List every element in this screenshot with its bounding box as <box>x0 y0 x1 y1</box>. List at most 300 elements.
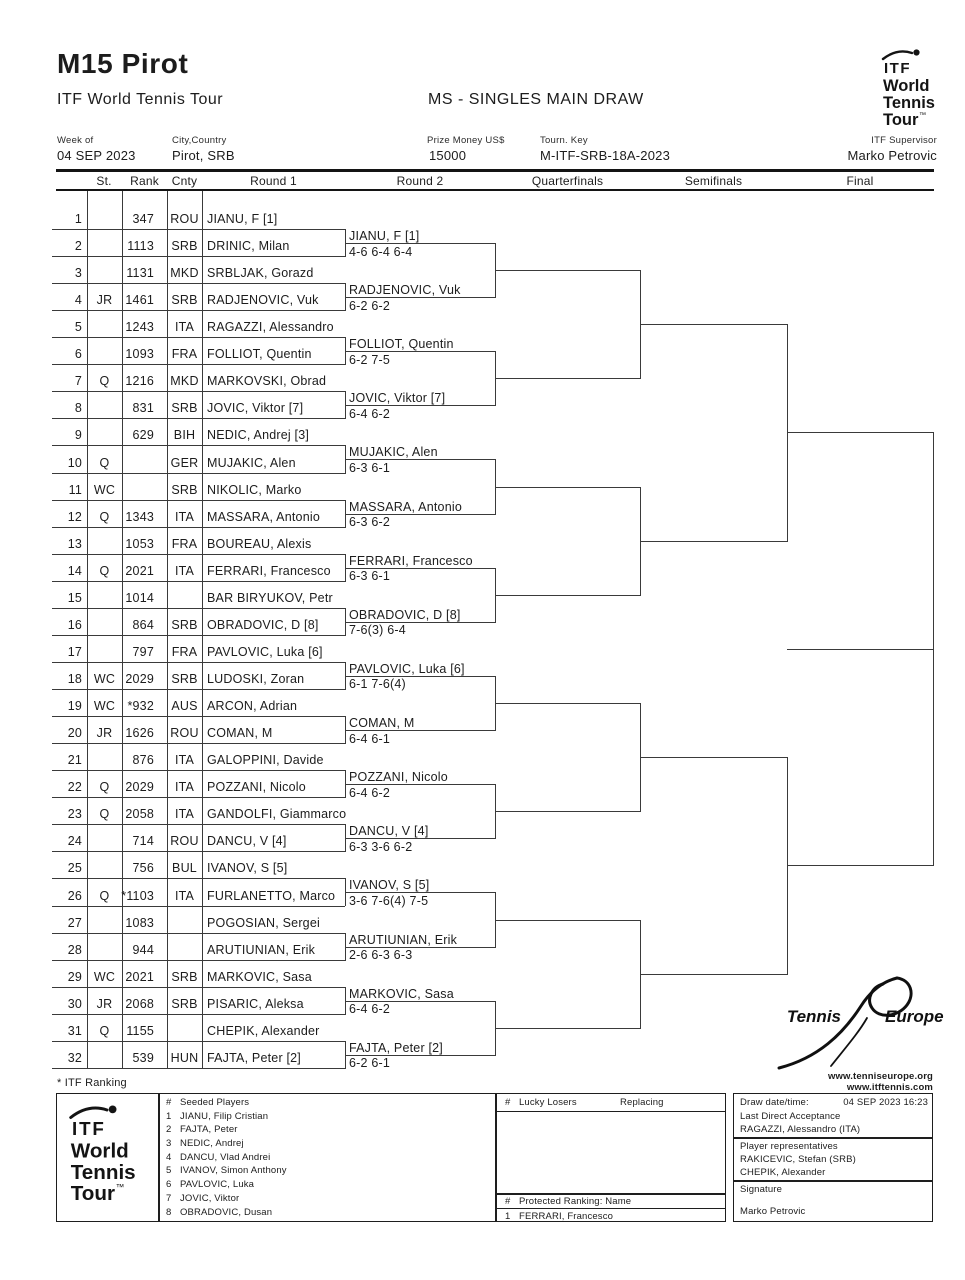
seed-name: FAJTA, Peter <box>180 1124 238 1136</box>
itf-logo-tm: ™ <box>919 112 926 119</box>
col-header-st: St. <box>96 174 112 188</box>
itf-logo-word3: Tour <box>883 111 919 129</box>
tournament-title: M15 Pirot <box>57 48 189 79</box>
bracket-line <box>345 297 495 298</box>
entry-country: FRA <box>171 536 198 551</box>
entry-country: ITA <box>174 509 195 524</box>
entry-country: ROU <box>170 726 199 741</box>
entry-country: ITA <box>174 320 195 335</box>
bracket-line <box>495 487 640 488</box>
round1-player-name: NEDIC, Andrej [3] <box>207 428 310 443</box>
round2-winner-name: DANCU, V [4] <box>349 824 429 839</box>
entry-country: MKD <box>170 374 199 389</box>
tennis-europe-logo <box>773 972 953 1077</box>
round1-player-name: JIANU, F [1] <box>207 212 278 226</box>
draw-position: 26 <box>67 888 82 903</box>
supervisor-value: Marko Petrovic <box>847 148 937 163</box>
bracket-line <box>933 432 934 866</box>
round2-winner-name: FERRARI, Francesco <box>349 553 473 568</box>
protected-entry-number: 1 <box>505 1211 511 1222</box>
seed-name: JOVIC, Viktor <box>180 1192 240 1204</box>
bracket-line <box>52 581 345 582</box>
bracket-line <box>787 432 933 433</box>
entry-country: SRB <box>171 969 198 984</box>
bracket-line <box>52 608 345 609</box>
draw-position: 3 <box>74 266 82 281</box>
bracket-line <box>345 730 495 731</box>
entry-rank: 1626 <box>125 726 154 741</box>
itf-logo-tm: ™ <box>115 1182 125 1192</box>
seeded-header-hash: # <box>166 1097 172 1108</box>
entry-rank: 1014 <box>125 590 154 605</box>
seed-name: PAVLOVIC, Luka <box>180 1179 255 1191</box>
round1-match-score: 6-1 7-6(4) <box>349 677 406 692</box>
tourn-key-label: Tourn. Key <box>540 135 588 146</box>
bracket-line <box>640 324 787 325</box>
bracket-line <box>52 743 345 744</box>
round1-player-name: FURLANETTO, Marco <box>207 888 336 903</box>
itf-footer-logo-graphic <box>62 1101 157 1209</box>
round2-winner-name: FAJTA, Peter [2] <box>349 1040 443 1055</box>
week-of-value: 04 SEP 2023 <box>57 148 136 163</box>
entry-rank: 2068 <box>125 996 154 1011</box>
lucky-losers-replacing-label: Replacing <box>620 1097 664 1108</box>
round1-player-name: PISARIC, Aleksa <box>207 996 304 1011</box>
round2-winner-name: MARKOVIC, Sasa <box>349 986 454 1001</box>
draw-position: 6 <box>74 347 82 362</box>
tennis-europe-logo-graphic <box>773 972 953 1072</box>
draw-title: MS - SINGLES MAIN DRAW <box>428 91 644 108</box>
round1-match-score: 6-3 6-1 <box>349 460 391 475</box>
bracket-line <box>52 851 345 852</box>
bracket-line <box>495 1028 640 1029</box>
entry-country: ROU <box>170 834 199 849</box>
entry-rank: 539 <box>132 1050 154 1065</box>
draw-datetime-label: Draw date/time: <box>740 1097 809 1108</box>
draw-position: 5 <box>74 320 82 335</box>
entry-rank: 831 <box>132 401 154 416</box>
seeded-players-header <box>166 1097 287 1111</box>
round2-winner-name: ARUTIUNIAN, Erik <box>349 932 458 947</box>
draw-position: 14 <box>67 563 82 578</box>
round1-player-name: CHEPIK, Alexander <box>207 1023 320 1038</box>
entry-rank: 1083 <box>125 915 154 930</box>
signature-label: Signature <box>740 1184 783 1195</box>
protected-ranking-entry <box>505 1211 613 1225</box>
round1-player-name: BOUREAU, Alexis <box>207 536 312 551</box>
draw-position: 13 <box>67 536 82 551</box>
entry-status: JR <box>96 726 113 741</box>
seed-name: OBRADOVIC, Dusan <box>180 1206 273 1218</box>
bracket-line <box>52 987 345 988</box>
entry-rank: 2029 <box>125 780 154 795</box>
tennis-europe-website-link: www.tenniseurope.org <box>827 1071 933 1082</box>
protected-ranking-rule-top <box>496 1193 726 1195</box>
itf-logo-abbr: ITF <box>884 60 911 77</box>
round1-match-score: 6-3 6-2 <box>349 515 391 530</box>
entry-country: SRB <box>171 401 198 416</box>
round1-player-name: JOVIC, Viktor [7] <box>207 401 304 416</box>
draw-position: 22 <box>67 780 82 795</box>
draw-position: 12 <box>67 509 82 524</box>
draw-position: 8 <box>74 401 82 416</box>
entry-country: FRA <box>171 347 198 362</box>
round1-player-name: MASSARA, Antonio <box>207 509 320 524</box>
bracket-line <box>52 1068 345 1069</box>
round1-match-score: 6-3 6-1 <box>349 569 391 584</box>
seed-number: 5 <box>166 1165 172 1177</box>
round1-player-name: ARCON, Adrian <box>207 699 298 714</box>
bracket-line <box>52 635 345 636</box>
round1-player-name: GALOPPINI, Davide <box>207 753 324 768</box>
entry-rank: *1103 <box>121 888 154 903</box>
entry-status: WC <box>93 969 116 984</box>
signature-name: Marko Petrovic <box>740 1206 806 1217</box>
bracket-line <box>52 878 345 879</box>
bracket-line <box>52 256 345 257</box>
bracket-line <box>495 378 640 379</box>
lucky-losers-header-rule <box>496 1111 726 1112</box>
round1-player-name: COMAN, M <box>207 726 273 741</box>
round1-player-name: RAGAZZI, Alessandro <box>207 320 334 335</box>
bracket-line <box>787 649 933 650</box>
col-header-rank: Rank <box>130 174 159 188</box>
entry-country: ITA <box>174 753 195 768</box>
player-rep-name: CHEPIK, Alexander <box>740 1167 826 1178</box>
draw-position: 27 <box>67 915 82 930</box>
entry-rank: 629 <box>132 428 154 443</box>
col-header-final: Final <box>846 174 874 188</box>
protected-ranking-title: Protected Ranking: Name <box>519 1196 632 1207</box>
entry-status: Q <box>99 455 110 470</box>
entry-country: SRB <box>171 482 198 497</box>
city-value: Pirot, SRB <box>172 148 235 163</box>
draw-position: 11 <box>68 482 82 497</box>
round1-match-score: 6-4 6-2 <box>349 406 391 421</box>
entry-status: WC <box>93 482 116 497</box>
round2-winner-name: COMAN, M <box>349 716 415 731</box>
seeded-player-row <box>166 1193 287 1207</box>
draw-position: 2 <box>74 239 82 254</box>
round2-winner-name: RADJENOVIC, Vuk <box>349 283 461 298</box>
draw-position: 31 <box>67 1023 82 1038</box>
round1-player-name: IVANOV, S [5] <box>207 861 288 876</box>
itf-logo-word3: Tour <box>70 1182 116 1205</box>
entry-country: ROU <box>170 212 199 226</box>
entry-status: Q <box>99 563 110 578</box>
entry-country: ITA <box>174 563 195 578</box>
itf-logo-abbr: ITF <box>72 1118 106 1139</box>
supervisor-label: ITF Supervisor <box>871 135 937 146</box>
entry-status: Q <box>99 509 110 524</box>
round1-match-score: 6-2 6-1 <box>349 1056 391 1071</box>
entry-country: GER <box>170 455 199 470</box>
draw-position: 30 <box>67 996 82 1011</box>
round1-player-name: POZZANI, Nicolo <box>207 780 306 795</box>
draw-position: 29 <box>67 969 82 984</box>
bracket-line <box>52 960 345 961</box>
bracket-line <box>52 662 345 663</box>
round1-match-score: 6-3 3-6 6-2 <box>349 839 413 854</box>
entry-rank: 864 <box>132 617 154 632</box>
entry-rank: 1461 <box>125 293 154 308</box>
tennis-europe-word2: Europe <box>885 1007 944 1026</box>
round1-player-name: OBRADOVIC, D [8] <box>207 617 319 632</box>
bracket-line <box>52 337 345 338</box>
draw-position: 15 <box>67 590 82 605</box>
entry-rank: 1343 <box>125 509 154 524</box>
itf-logo-word2: Tennis <box>70 1160 136 1184</box>
draw-position: 4 <box>74 293 82 308</box>
entry-status: Q <box>99 807 110 822</box>
last-direct-acceptance-value: RAGAZZI, Alessandro (ITA) <box>740 1124 861 1135</box>
tourn-key-value: M-ITF-SRB-18A-2023 <box>540 148 671 163</box>
entry-status: JR <box>96 293 113 308</box>
seeded-players-list <box>166 1097 287 1220</box>
round1-player-name: RADJENOVIC, Vuk <box>207 293 319 308</box>
entry-rank: 1093 <box>125 347 154 362</box>
entry-status: WC <box>93 699 116 714</box>
draw-position: 24 <box>67 834 82 849</box>
entry-rank: 1113 <box>127 239 154 254</box>
bracket-line <box>52 1041 345 1042</box>
entry-country: ITA <box>174 888 195 903</box>
protected-ranking-rule-bottom <box>496 1208 726 1209</box>
itf-logo-word1: World <box>883 77 930 95</box>
entry-rank: 1053 <box>125 536 154 551</box>
round2-winner-name: POZZANI, Nicolo <box>349 770 448 785</box>
protected-ranking-hash: # <box>505 1196 511 1207</box>
entry-rank: 2021 <box>125 563 154 578</box>
draw-position: 10 <box>67 455 82 470</box>
seeded-header-title: Seeded Players <box>180 1097 250 1108</box>
round1-player-name: MARKOVIC, Sasa <box>207 969 312 984</box>
entry-rank: *932 <box>127 699 154 714</box>
entry-rank: 347 <box>132 212 154 226</box>
round2-winner-name: JIANU, F [1] <box>349 229 420 243</box>
bracket-line <box>52 283 345 284</box>
bracket-line <box>52 500 345 501</box>
round1-match-score: 3-6 7-6(4) 7-5 <box>349 893 429 908</box>
last-direct-acceptance-label: Last Direct Acceptance <box>740 1111 841 1122</box>
round1-player-name: POGOSIAN, Sergei <box>207 915 320 930</box>
player-rep-name: RAKICEVIC, Stefan (SRB) <box>740 1154 856 1165</box>
seeded-player-row <box>166 1152 287 1166</box>
round2-winner-name: IVANOV, S [5] <box>349 878 430 893</box>
draw-position: 23 <box>67 807 82 822</box>
round1-player-name: BAR BIRYUKOV, Petr <box>207 590 333 605</box>
round1-player-name: FOLLIOT, Quentin <box>207 347 312 362</box>
seed-name: DANCU, Vlad Andrei <box>180 1151 271 1163</box>
round1-match-score: 2-6 6-3 6-3 <box>349 948 413 963</box>
bracket-line <box>52 310 345 311</box>
draw-position: 28 <box>67 942 82 957</box>
entry-rank: 876 <box>132 753 154 768</box>
round1-match-score: 7-6(3) 6-4 <box>349 623 406 638</box>
round1-player-name: LUDOSKI, Zoran <box>207 672 305 687</box>
entry-country: FRA <box>171 644 198 659</box>
seeded-player-row <box>166 1138 287 1152</box>
signature-rule <box>733 1180 933 1182</box>
round1-match-score: 6-2 6-2 <box>349 298 391 313</box>
entry-status: Q <box>99 888 110 903</box>
seed-number: 4 <box>166 1151 172 1163</box>
entry-country: SRB <box>171 672 198 687</box>
entry-status: Q <box>99 374 110 389</box>
entry-country: ITA <box>174 780 195 795</box>
round1-player-name: GANDOLFI, Giammarco <box>207 807 347 822</box>
seeded-player-row <box>166 1165 287 1179</box>
draw-datetime-value: 04 SEP 2023 16:23 <box>843 1097 928 1108</box>
draw-position: 9 <box>74 428 82 443</box>
bracket-line <box>495 703 640 704</box>
entry-country: SRB <box>171 293 198 308</box>
bracket-line <box>52 364 345 365</box>
entry-country: SRB <box>171 239 198 254</box>
draw-position: 25 <box>67 861 82 876</box>
bracket-line <box>52 554 345 555</box>
seeded-player-row <box>166 1124 287 1138</box>
draw-datetime-row <box>740 1097 928 1111</box>
round1-player-name: NIKOLIC, Marko <box>207 482 302 497</box>
bracket-line <box>495 811 640 812</box>
bracket-line <box>52 689 345 690</box>
protected-entry-name: FERRARI, Francesco <box>519 1211 614 1222</box>
player-reps-rule-top <box>733 1137 933 1139</box>
bracket-line <box>495 595 640 596</box>
entry-rank: 2058 <box>125 807 154 822</box>
seed-number: 7 <box>166 1192 172 1204</box>
prize-value: 15000 <box>429 148 467 163</box>
draw-position: 20 <box>67 726 82 741</box>
itf-logo-word1: World <box>70 1139 129 1163</box>
col-header-quarterfinals: Quarterfinals <box>531 174 604 188</box>
seed-number: 6 <box>166 1179 172 1191</box>
entry-rank: 2021 <box>125 969 154 984</box>
lucky-losers-header <box>505 1097 577 1111</box>
bracket-line <box>52 797 345 798</box>
city-label: City,Country <box>172 135 227 146</box>
entry-rank: 714 <box>132 834 154 849</box>
entry-country: BUL <box>172 861 197 876</box>
entry-rank: 1243 <box>125 320 154 335</box>
bracket-line <box>495 270 640 271</box>
tour-name: ITF World Tennis Tour <box>57 91 224 108</box>
round1-player-name: PAVLOVIC, Luka [6] <box>207 644 323 659</box>
round1-player-name: SRBLJAK, Gorazd <box>207 266 314 281</box>
draw-position: 32 <box>67 1050 82 1065</box>
round1-match-score: 6-2 7-5 <box>349 352 391 367</box>
entry-country: MKD <box>170 266 199 281</box>
entry-rank: 1216 <box>125 374 154 389</box>
round2-winner-name: PAVLOVIC, Luka [6] <box>349 661 465 676</box>
seed-name: JIANU, Filip Cristian <box>180 1110 269 1122</box>
seed-number: 1 <box>166 1110 172 1122</box>
lucky-losers-title: Lucky Losers <box>519 1097 577 1108</box>
col-header-semifinals: Semifinals <box>684 174 743 188</box>
entry-rank: 944 <box>132 942 154 957</box>
bracket-line <box>640 974 787 975</box>
bracket-line <box>52 906 345 907</box>
bracket-line <box>52 770 345 771</box>
seed-number: 3 <box>166 1138 172 1150</box>
round1-player-name: MUJAKIC, Alen <box>207 455 296 470</box>
seed-number: 2 <box>166 1124 172 1136</box>
itf-logo-ball-icon <box>109 1106 117 1114</box>
bracket-line <box>52 229 345 230</box>
entry-status: JR <box>96 996 113 1011</box>
round2-winner-name: FOLLIOT, Quentin <box>349 337 454 352</box>
itf-footer-logo <box>62 1101 157 1214</box>
lucky-losers-hash: # <box>505 1097 511 1108</box>
round2-winner-name: MUJAKIC, Alen <box>349 445 438 460</box>
round2-winner-name: OBRADOVIC, D [8] <box>349 607 461 622</box>
seed-name: NEDIC, Andrej <box>180 1138 244 1150</box>
round2-winner-name: MASSARA, Antonio <box>349 499 462 514</box>
bracket-line <box>52 391 345 392</box>
draw-position: 21 <box>67 753 82 768</box>
itf-logo-arc <box>71 1108 107 1117</box>
bracket-line <box>787 865 933 866</box>
bracket-line <box>52 445 345 446</box>
round1-match-score: 6-4 6-1 <box>349 731 391 746</box>
tennis-europe-word1: Tennis <box>786 1007 841 1026</box>
itf-logo-word2: Tennis <box>883 94 935 112</box>
entry-country: ITA <box>174 807 195 822</box>
entry-country: BIH <box>173 428 196 443</box>
draw-position: 1 <box>74 212 82 226</box>
round2-winner-name: JOVIC, Viktor [7] <box>349 391 446 406</box>
draw-position: 7 <box>74 374 82 389</box>
round1-player-name: DANCU, V [4] <box>207 834 287 849</box>
entry-country: AUS <box>171 699 198 714</box>
bracket-line <box>495 920 640 921</box>
entry-rank: 1131 <box>126 266 154 281</box>
col-header-round1: Round 1 <box>250 174 297 188</box>
round1-player-name: FAJTA, Peter [2] <box>207 1050 301 1065</box>
entry-rank: 797 <box>132 644 154 659</box>
col-header-cnty: Cnty <box>171 174 198 188</box>
week-of-label: Week of <box>57 135 94 146</box>
seeded-player-row <box>166 1207 287 1221</box>
col-header-round2: Round 2 <box>396 174 444 188</box>
bracket-line <box>52 418 345 419</box>
seed-name: IVANOV, Simon Anthony <box>180 1165 287 1177</box>
round1-match-score: 4-6 6-4 6-4 <box>349 244 413 259</box>
round1-player-name: MARKOVSKI, Obrad <box>207 374 327 389</box>
seeded-player-row <box>166 1179 287 1193</box>
bracket-line <box>52 716 345 717</box>
entry-rank: 1155 <box>126 1023 154 1038</box>
entry-status: Q <box>99 1023 110 1038</box>
bracket-line <box>640 541 787 542</box>
round1-match-score: 6-4 6-2 <box>349 1002 391 1017</box>
draw-position: 17 <box>67 644 82 659</box>
bracket-line <box>345 243 495 244</box>
draw-position: 16 <box>67 617 82 632</box>
round1-player-name: ARUTIUNIAN, Erik <box>207 942 316 957</box>
entry-country: SRB <box>171 996 198 1011</box>
player-reps-label: Player representatives <box>740 1141 838 1152</box>
entry-rank: 2029 <box>125 672 154 687</box>
entry-country: SRB <box>171 617 198 632</box>
bracket-line <box>52 473 345 474</box>
seeded-box-divider <box>158 1093 160 1222</box>
draw-position: 19 <box>67 699 82 714</box>
itf-ranking-footnote: * ITF Ranking <box>57 1077 127 1089</box>
seed-number: 8 <box>166 1206 172 1218</box>
entry-country: HUN <box>170 1050 199 1065</box>
